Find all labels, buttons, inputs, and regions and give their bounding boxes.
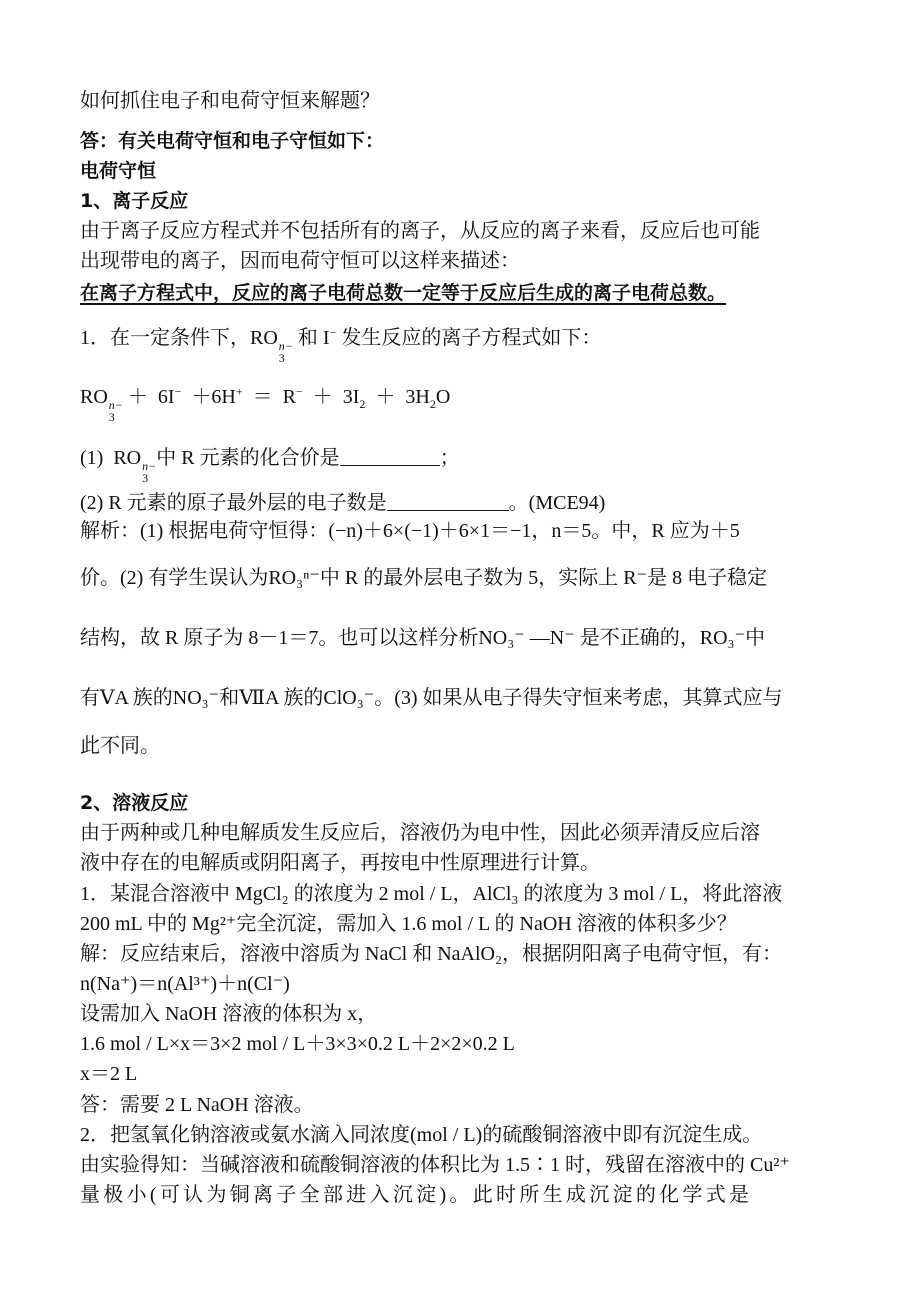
prompt-text: 和 I <box>292 327 330 349</box>
ion-charge: − <box>295 384 303 399</box>
paragraph-line: 液中存在的电解质或阴阳离子，再按电中性原理进行计算。 <box>80 852 600 874</box>
ion-charge: n− <box>142 459 157 473</box>
example-prompt <box>80 325 601 364</box>
equation-term: O <box>435 386 451 408</box>
section-heading-solution-reaction: 2、溶液反应 <box>80 792 189 814</box>
q-text: (2) R 元素的原子最外层的电子数是 <box>80 492 387 514</box>
ion-subscript: 3 <box>142 471 149 485</box>
ion-ro3 <box>250 325 293 364</box>
ion-charge: − <box>329 325 337 340</box>
solution-line: x＝2 L <box>80 1063 138 1085</box>
equation-term: ＝ R <box>242 386 296 408</box>
ion-base: RO <box>113 447 142 469</box>
ion-base: RO <box>80 386 108 408</box>
equation-term: ＋ 3I <box>302 386 360 408</box>
example-line: 2．把氢氧化钠溶液或氨水滴入同浓度(mol / L)的硫酸铜溶液中即有沉淀生成。 <box>80 1124 763 1146</box>
ion-ro3 <box>80 384 123 423</box>
paragraph-line: 由于离子反应方程式并不包括所有的离子，从反应的离子来看，反应后也可能 <box>80 220 760 242</box>
equation-term: ＋ 6I <box>127 386 175 408</box>
solution-line: 设需加入 NaOH 溶液的体积为 x， <box>80 1003 378 1025</box>
solution-line: n(Na⁺)＝n(Al³⁺)＋n(Cl⁻) <box>80 973 290 995</box>
ion-subscript: 3 <box>278 351 285 365</box>
ionic-equation <box>80 384 450 423</box>
equation-term: ＋6H <box>181 386 236 408</box>
section-title: 电荷守恒 <box>80 160 157 182</box>
principle-statement: 在离子方程式中，反应的离子电荷总数一定等于反应后生成的离子电荷总数。 <box>80 282 727 304</box>
q-number: (1) <box>80 447 114 469</box>
analysis-line: 结构，故 R 原子为 8－1＝7。也可以这样分析NO₃⁻ —N⁻ 是不正确的，RO₃⁻中 <box>80 627 766 649</box>
question-2 <box>80 490 605 516</box>
ion-base: RO <box>250 327 278 349</box>
q-text: 中 R 元素的化合价是 <box>156 447 340 469</box>
paragraph-line: 由于两种或几种电解质发生反应后，溶液仍为电中性，因此必须弄清反应后溶 <box>80 822 760 844</box>
analysis-line: 解析：(1) 根据电荷守恒得：(−n)＋6×(−1)＋6×1＝−1，n＝5。中，R 应为＋5 <box>80 520 740 542</box>
answer-blank[interactable] <box>387 492 509 511</box>
q-text: ； <box>439 447 460 469</box>
ion-subscript: 3 <box>108 410 115 424</box>
example-line: 由实验得知：当碱溶液和硫酸铜溶液的体积比为 1.5∶1 时，残留在溶液中的 Cu²⁺ <box>80 1154 790 1176</box>
answer-blank[interactable] <box>340 447 440 466</box>
solution-line: 答：需要 2 L NaOH 溶液。 <box>80 1094 314 1116</box>
subscript: 2 <box>359 397 366 411</box>
question-title: 如何抓住电子和电荷守恒来解题？ <box>80 90 380 112</box>
analysis-line: 价。(2) 有学生误认为RO₃ⁿ⁻中 R 的最外层电子数为 5，实际上 R⁻是 8 电子稳定 <box>80 567 768 589</box>
subscript: 2 <box>429 397 436 411</box>
prompt-text: 发生反应的离子方程式如下： <box>336 327 602 349</box>
answer-intro: 答：有关电荷守恒和电子守恒如下： <box>80 130 385 152</box>
section-heading-ionic-reaction: 1、离子反应 <box>80 190 189 212</box>
solution-line: 解：反应结束后，溶液中溶质为 NaCl 和 NaAlO₂，根据阴阳离子电荷守恒，有： <box>80 943 782 965</box>
analysis-line: 有ⅤA 族的NO₃⁻和ⅦA 族的ClO₃⁻。(3) 如果从电子得失守恒来考虑，其算式应与 <box>80 687 783 709</box>
solution-line: 1.6 mol / L×x＝3×2 mol / L＋3×3×0.2 L＋2×2×0.2 L <box>80 1033 515 1055</box>
equation-term: ＋ 3H <box>365 386 430 408</box>
example-line: 1．某混合溶液中 MgCl₂ 的浓度为 2 mol / L，AlCl₃ 的浓度为 3 mol / L，将此溶液 <box>80 883 783 905</box>
paragraph-line: 出现带电的离子，因而电荷守恒可以这样来描述： <box>80 250 520 272</box>
example-line: 200 mL 中的 Mg²⁺完全沉淀，需加入 1.6 mol / L 的 NaOH 溶液的体积多少？ <box>80 913 737 935</box>
ion-charge: + <box>235 384 243 399</box>
ion-ro3 <box>113 445 156 484</box>
analysis-line: 此不同。 <box>80 735 160 757</box>
ion-charge: − <box>174 384 182 399</box>
prompt-text: 1．在一定条件下， <box>80 327 250 349</box>
question-1 <box>80 445 460 484</box>
ion-charge: n− <box>108 398 123 412</box>
example-line: 量极小(可认为铜离子全部进入沉淀)。此时所生成沉淀的化学式是 <box>80 1184 753 1206</box>
q-text: 。(MCE94) <box>508 492 606 514</box>
ion-charge: n− <box>278 339 293 353</box>
